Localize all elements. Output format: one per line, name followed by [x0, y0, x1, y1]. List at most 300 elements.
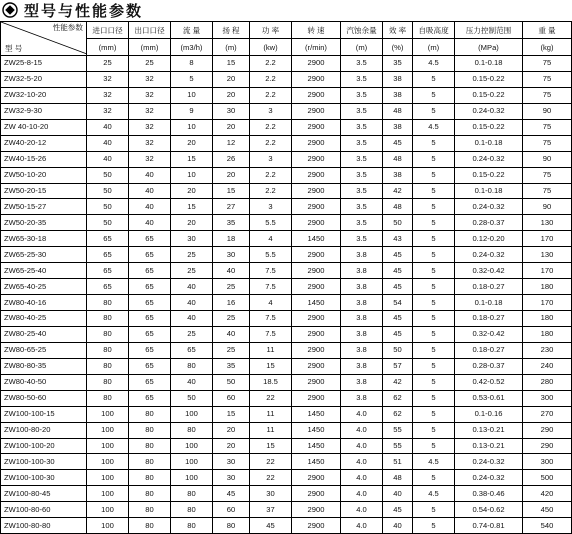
column-unit: (mm) [87, 39, 129, 56]
table-cell: 45 [213, 486, 250, 502]
model-cell: ZW50-10-20 [1, 167, 87, 183]
table-cell: 18.5 [250, 374, 292, 390]
table-cell: 4.0 [341, 470, 383, 486]
table-cell: 2.2 [250, 56, 292, 72]
table-row [1, 247, 572, 263]
table-cell: 4.0 [341, 502, 383, 518]
table-cell: 2900 [292, 247, 341, 263]
table-cell: 3.8 [341, 263, 383, 279]
table-cell: 30 [250, 486, 292, 502]
table-cell: 80 [129, 454, 171, 470]
table-cell: 5 [413, 215, 455, 231]
table-cell: 1450 [292, 295, 341, 311]
table-cell: 80 [171, 502, 213, 518]
model-cell: ZW40-20-12 [1, 135, 87, 151]
table-cell: 100 [87, 470, 129, 486]
table-row [1, 518, 572, 534]
table-cell: 300 [523, 390, 572, 406]
column-unit: (m) [213, 39, 250, 56]
table-cell: 100 [87, 518, 129, 534]
table-cell: 27 [213, 199, 250, 215]
table-cell: 75 [523, 119, 572, 135]
table-cell: 3.5 [341, 151, 383, 167]
table-cell: 2.2 [250, 87, 292, 103]
table-cell: 20 [213, 422, 250, 438]
table-cell: 65 [129, 263, 171, 279]
table-cell: 15 [250, 358, 292, 374]
table-cell: 65 [129, 342, 171, 358]
column-header: 自吸高度 [413, 22, 455, 39]
table-cell: 5 [413, 279, 455, 295]
table-row [1, 215, 572, 231]
table-cell: 0.28-0.37 [455, 358, 523, 374]
table-cell: 3.5 [341, 119, 383, 135]
table-cell: 62 [383, 390, 413, 406]
table-cell: 35 [213, 215, 250, 231]
table-cell: 3.5 [341, 183, 383, 199]
table-cell: 15 [171, 199, 213, 215]
table-row [1, 167, 572, 183]
table-cell: 5 [413, 295, 455, 311]
table-cell: 25 [171, 247, 213, 263]
table-cell: 3.8 [341, 247, 383, 263]
column-unit: (kg) [523, 39, 572, 56]
table-cell: 5 [413, 390, 455, 406]
model-cell: ZW100-80-20 [1, 422, 87, 438]
model-cell: ZW100-80-45 [1, 486, 87, 502]
table-cell: 45 [383, 247, 413, 263]
table-cell: 2900 [292, 87, 341, 103]
model-cell: ZW100-100-30 [1, 470, 87, 486]
table-cell: 240 [523, 358, 572, 374]
model-cell: ZW65-30-18 [1, 231, 87, 247]
table-row [1, 279, 572, 295]
table-cell: 35 [213, 358, 250, 374]
table-cell: 80 [171, 518, 213, 534]
table-row [1, 135, 572, 151]
table-cell: 3.8 [341, 326, 383, 342]
corner-header-cell [1, 22, 87, 56]
table-cell: 0.1-0.18 [455, 183, 523, 199]
table-cell: 3 [250, 103, 292, 119]
table-cell: 32 [129, 87, 171, 103]
model-cell: ZW100-100-20 [1, 438, 87, 454]
table-row [1, 199, 572, 215]
table-cell: 40 [129, 167, 171, 183]
table-cell: 3.5 [341, 56, 383, 72]
table-cell: 0.24-0.32 [455, 151, 523, 167]
table-cell: 50 [383, 342, 413, 358]
table-cell: 3.5 [341, 215, 383, 231]
table-cell: 4.0 [341, 518, 383, 534]
table-cell: 10 [171, 119, 213, 135]
table-cell: 11 [250, 342, 292, 358]
table-cell: 40 [129, 183, 171, 199]
table-row [1, 151, 572, 167]
model-cell: ZW65-25-40 [1, 263, 87, 279]
table-cell: 8 [171, 56, 213, 72]
table-cell: 0.32-0.42 [455, 263, 523, 279]
table-cell: 2900 [292, 374, 341, 390]
table-cell: 0.38-0.46 [455, 486, 523, 502]
table-cell: 5 [413, 438, 455, 454]
table-cell: 1450 [292, 454, 341, 470]
table-cell: 60 [213, 390, 250, 406]
table-cell: 3.8 [341, 279, 383, 295]
table-cell: 5 [413, 342, 455, 358]
table-cell: 75 [523, 87, 572, 103]
table-cell: 100 [87, 486, 129, 502]
table-cell: 42 [383, 374, 413, 390]
model-cell: ZW80-40-16 [1, 295, 87, 311]
table-cell: 5 [413, 103, 455, 119]
table-cell: 2900 [292, 56, 341, 72]
table-cell: 37 [250, 502, 292, 518]
table-cell: 100 [171, 438, 213, 454]
table-cell: 0.28-0.37 [455, 215, 523, 231]
table-cell: 25 [213, 311, 250, 327]
table-cell: 280 [523, 374, 572, 390]
table-cell: 180 [523, 311, 572, 327]
model-cell: ZW40-15-26 [1, 151, 87, 167]
table-cell: 5 [413, 167, 455, 183]
section-title-row [0, 0, 143, 20]
table-cell: 5 [413, 502, 455, 518]
table-cell: 5 [413, 247, 455, 263]
table-cell: 32 [87, 103, 129, 119]
model-cell: ZW50-20-15 [1, 183, 87, 199]
table-row [1, 326, 572, 342]
table-cell: 0.15-0.22 [455, 87, 523, 103]
table-cell: 130 [523, 215, 572, 231]
table-cell: 65 [87, 247, 129, 263]
table-cell: 0.18-0.27 [455, 342, 523, 358]
table-cell: 2900 [292, 358, 341, 374]
table-cell: 5 [413, 135, 455, 151]
table-cell: 100 [87, 502, 129, 518]
table-cell: 2.2 [250, 183, 292, 199]
table-cell: 100 [87, 438, 129, 454]
table-cell: 3.5 [341, 231, 383, 247]
table-cell: 80 [129, 502, 171, 518]
table-cell: 230 [523, 342, 572, 358]
table-cell: 2900 [292, 183, 341, 199]
table-cell: 65 [129, 279, 171, 295]
table-cell: 80 [87, 390, 129, 406]
column-header: 效 率 [383, 22, 413, 39]
model-cell: ZW80-65-25 [1, 342, 87, 358]
column-unit: (kw) [250, 39, 292, 56]
table-cell: 4 [250, 231, 292, 247]
table-cell: 20 [213, 119, 250, 135]
table-cell: 38 [383, 119, 413, 135]
table-cell: 5.5 [250, 215, 292, 231]
table-cell: 80 [87, 342, 129, 358]
table-cell: 80 [171, 422, 213, 438]
table-cell: 45 [383, 326, 413, 342]
table-cell: 32 [129, 135, 171, 151]
table-cell: 100 [87, 406, 129, 422]
table-cell: 80 [87, 326, 129, 342]
table-cell: 16 [213, 295, 250, 311]
table-cell: 30 [213, 470, 250, 486]
table-row [1, 231, 572, 247]
table-cell: 40 [383, 486, 413, 502]
table-cell: 300 [523, 454, 572, 470]
table-row [1, 342, 572, 358]
table-cell: 170 [523, 295, 572, 311]
table-cell: 170 [523, 263, 572, 279]
table-cell: 15 [213, 183, 250, 199]
table-cell: 45 [383, 279, 413, 295]
section-title: 型号与性能参数 [24, 1, 144, 20]
table-cell: 4.0 [341, 454, 383, 470]
table-cell: 3.5 [341, 71, 383, 87]
table-cell: 2900 [292, 103, 341, 119]
table-cell: 2900 [292, 215, 341, 231]
table-cell: 0.15-0.22 [455, 167, 523, 183]
table-cell: 40 [171, 311, 213, 327]
table-cell: 80 [87, 358, 129, 374]
table-cell: 420 [523, 486, 572, 502]
table-cell: 3.8 [341, 342, 383, 358]
table-cell: 2900 [292, 486, 341, 502]
column-unit: (mm) [129, 39, 171, 56]
table-cell: 2900 [292, 151, 341, 167]
table-cell: 25 [87, 56, 129, 72]
table-row [1, 406, 572, 422]
table-cell: 3.8 [341, 295, 383, 311]
table-cell: 32 [129, 151, 171, 167]
table-cell: 0.24-0.32 [455, 247, 523, 263]
model-cell: ZW32-10-20 [1, 87, 87, 103]
table-cell: 18 [213, 231, 250, 247]
table-cell: 45 [383, 311, 413, 327]
table-cell: 2900 [292, 311, 341, 327]
column-unit: (m) [341, 39, 383, 56]
table-cell: 100 [171, 454, 213, 470]
table-cell: 20 [171, 135, 213, 151]
table-cell: 25 [213, 342, 250, 358]
table-cell: 20 [213, 71, 250, 87]
table-cell: 50 [213, 374, 250, 390]
table-cell: 130 [523, 247, 572, 263]
table-row [1, 71, 572, 87]
table-cell: 22 [250, 390, 292, 406]
table-row [1, 454, 572, 470]
table-cell: 45 [383, 502, 413, 518]
table-cell: 20 [171, 183, 213, 199]
table-cell: 450 [523, 502, 572, 518]
table-cell: 3.5 [341, 87, 383, 103]
table-cell: 65 [129, 311, 171, 327]
table-cell: 62 [383, 406, 413, 422]
table-cell: 32 [87, 71, 129, 87]
table-cell: 40 [171, 374, 213, 390]
model-cell: ZW80-80-35 [1, 358, 87, 374]
table-cell: 2.2 [250, 167, 292, 183]
table-cell: 2900 [292, 71, 341, 87]
table-cell: 40 [171, 295, 213, 311]
column-header: 流 量 [171, 22, 213, 39]
table-cell: 57 [383, 358, 413, 374]
table-cell: 2900 [292, 518, 341, 534]
table-cell: 0.24-0.32 [455, 454, 523, 470]
table-cell: 32 [129, 71, 171, 87]
table-cell: 75 [523, 135, 572, 151]
table-cell: 32 [129, 103, 171, 119]
table-cell: 2900 [292, 135, 341, 151]
table-cell: 45 [250, 518, 292, 534]
table-cell: 3.8 [341, 358, 383, 374]
model-cell: ZW 40-10-20 [1, 119, 87, 135]
table-cell: 2900 [292, 502, 341, 518]
table-cell: 3.5 [341, 103, 383, 119]
table-cell: 80 [213, 518, 250, 534]
table-cell: 65 [87, 231, 129, 247]
table-cell: 15 [171, 151, 213, 167]
table-cell: 2900 [292, 199, 341, 215]
column-unit: (r/min) [292, 39, 341, 56]
table-cell: 5 [413, 374, 455, 390]
table-cell: 170 [523, 231, 572, 247]
table-cell: 38 [383, 87, 413, 103]
table-cell: 0.18-0.27 [455, 279, 523, 295]
table-row [1, 374, 572, 390]
table-cell: 5 [413, 183, 455, 199]
table-cell: 3.5 [341, 135, 383, 151]
table-cell: 40 [87, 135, 129, 151]
model-cell: ZW32-5-20 [1, 71, 87, 87]
table-row [1, 56, 572, 72]
corner-top-label: 性能参数 [52, 23, 83, 32]
table-cell: 7.5 [250, 279, 292, 295]
table-cell: 100 [171, 406, 213, 422]
table-cell: 48 [383, 470, 413, 486]
table-cell: 0.32-0.42 [455, 326, 523, 342]
table-cell: 20 [213, 167, 250, 183]
table-cell: 5 [413, 406, 455, 422]
table-row [1, 422, 572, 438]
table-cell: 5 [413, 199, 455, 215]
table-cell: 2.2 [250, 135, 292, 151]
table-cell: 5 [413, 422, 455, 438]
table-cell: 90 [523, 151, 572, 167]
table-cell: 100 [87, 422, 129, 438]
table-cell: 2900 [292, 342, 341, 358]
table-cell: 38 [383, 71, 413, 87]
table-row [1, 311, 572, 327]
column-header: 转 速 [292, 22, 341, 39]
table-cell: 65 [129, 358, 171, 374]
table-cell: 0.53-0.61 [455, 390, 523, 406]
table-cell: 1450 [292, 231, 341, 247]
table-cell: 0.18-0.27 [455, 311, 523, 327]
table-cell: 35 [383, 56, 413, 72]
table-cell: 20 [213, 438, 250, 454]
table-cell: 5 [413, 263, 455, 279]
table-cell: 2900 [292, 263, 341, 279]
table-cell: 65 [87, 279, 129, 295]
table-cell: 65 [129, 390, 171, 406]
table-cell: 75 [523, 71, 572, 87]
corner-bottom-label: 型 号 [5, 44, 23, 53]
table-cell: 26 [213, 151, 250, 167]
table-cell: 80 [129, 518, 171, 534]
table-cell: 60 [213, 502, 250, 518]
model-cell: ZW65-40-25 [1, 279, 87, 295]
table-row [1, 470, 572, 486]
table-cell: 40 [129, 215, 171, 231]
column-unit: (m) [413, 39, 455, 56]
table-cell: 0.42-0.52 [455, 374, 523, 390]
table-cell: 65 [171, 342, 213, 358]
table-cell: 540 [523, 518, 572, 534]
table-cell: 80 [129, 486, 171, 502]
table-cell: 75 [523, 56, 572, 72]
table-cell: 40 [383, 518, 413, 534]
table-cell: 2900 [292, 390, 341, 406]
table-cell: 65 [129, 295, 171, 311]
table-cell: 65 [129, 247, 171, 263]
table-cell: 4.5 [413, 56, 455, 72]
table-cell: 4.5 [413, 119, 455, 135]
table-cell: 180 [523, 326, 572, 342]
table-cell: 40 [87, 119, 129, 135]
table-cell: 25 [129, 56, 171, 72]
column-header: 出口口径 [129, 22, 171, 39]
table-row [1, 358, 572, 374]
table-cell: 500 [523, 470, 572, 486]
table-cell: 290 [523, 438, 572, 454]
table-cell: 5 [413, 518, 455, 534]
table-cell: 12 [213, 135, 250, 151]
model-cell: ZW80-50-60 [1, 390, 87, 406]
table-cell: 0.74-0.81 [455, 518, 523, 534]
table-cell: 80 [129, 438, 171, 454]
table-cell: 5 [413, 326, 455, 342]
table-cell: 15 [250, 438, 292, 454]
table-cell: 2900 [292, 167, 341, 183]
table-cell: 32 [87, 87, 129, 103]
model-cell: ZW80-40-50 [1, 374, 87, 390]
table-body [1, 56, 572, 534]
table-cell: 51 [383, 454, 413, 470]
table-cell: 90 [523, 199, 572, 215]
table-cell: 0.13-0.21 [455, 422, 523, 438]
table-cell: 3 [250, 199, 292, 215]
table-cell: 75 [523, 167, 572, 183]
table-row [1, 438, 572, 454]
table-cell: 0.12-0.20 [455, 231, 523, 247]
table-cell: 10 [171, 87, 213, 103]
table-cell: 45 [383, 135, 413, 151]
table-cell: 38 [383, 167, 413, 183]
table-cell: 4.5 [413, 454, 455, 470]
table-cell: 9 [171, 103, 213, 119]
table-cell: 80 [129, 470, 171, 486]
table-cell: 50 [87, 215, 129, 231]
table-cell: 43 [383, 231, 413, 247]
table-cell: 7.5 [250, 263, 292, 279]
table-cell: 0.15-0.22 [455, 71, 523, 87]
table-cell: 65 [129, 374, 171, 390]
table-cell: 50 [87, 167, 129, 183]
table-cell: 3.8 [341, 374, 383, 390]
table-cell: 290 [523, 422, 572, 438]
table-cell: 65 [87, 263, 129, 279]
table-row [1, 183, 572, 199]
